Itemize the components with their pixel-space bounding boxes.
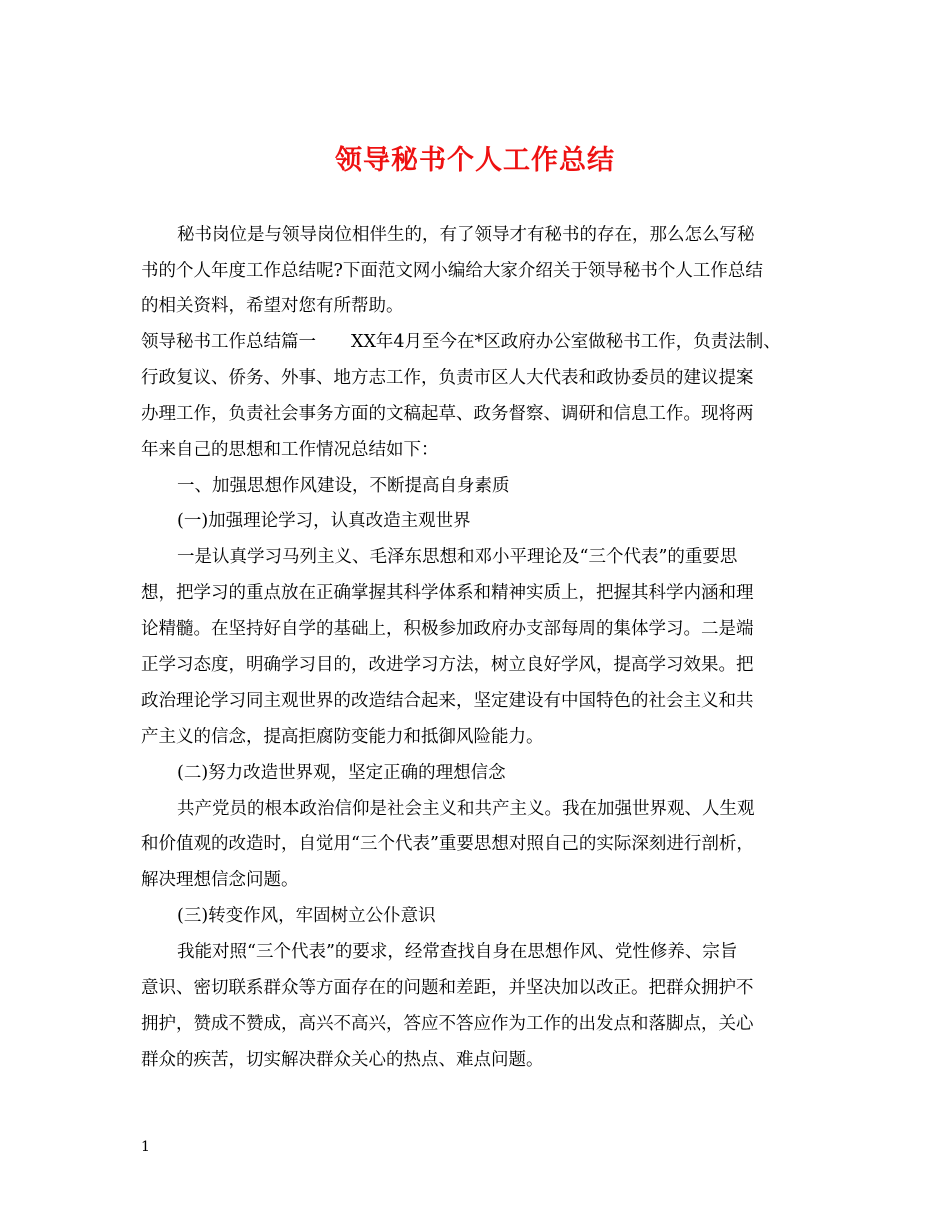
paragraph-line: 论精髓。在坚持好自学的基础上，积极参加政府办支部每周的集体学习。二是端: [141, 619, 754, 639]
paragraph-line: 拥护，赞成不赞成，高兴不高兴，答应不答应作为工作的出发点和落脚点，关心: [141, 1014, 754, 1034]
paragraph-line: 行政复议、侨务、外事、地方志工作，负责市区人大代表和政协委员的建议提案: [141, 368, 754, 388]
subsection-heading: (二)努力改造世界观，坚定正确的理想信念: [177, 763, 506, 783]
paragraph-line: 解决理想信念问题。: [141, 870, 299, 890]
paragraph-line: 秘书岗位是与领导岗位相伴生的，有了领导才有秘书的存在，那么怎么写秘: [177, 225, 755, 245]
paragraph-line: 一是认真学习马列主义、毛泽东思想和邓小平理论及“三个代表”的重要思: [177, 547, 738, 567]
paragraph-line: 意识、密切联系群众等方面存在的问题和差距，并坚决加以改正。把群众拥护不: [141, 978, 754, 998]
section-heading: 一、加强思想作风建设，不断提高自身素质: [177, 476, 510, 496]
paragraph-line: 书的个人年度工作总结呢?下面范文网小编给大家介绍关于领导秘书个人工作总结: [141, 261, 763, 281]
paragraph-line: 和价值观的改造时，自觉用“三个代表”重要思想对照自己的实际深刻进行剖析，: [141, 834, 754, 854]
paragraph-line: 想，把学习的重点放在正确掌握其科学体系和精神实质上，把握其科学内涵和理: [141, 583, 754, 603]
paragraph-line: 产主义的信念，提高拒腐防变能力和抵御风险能力。: [141, 727, 544, 747]
paragraph-line: 办理工作，负责社会事务方面的文稿起草、政务督察、调研和信息工作。现将两: [141, 404, 754, 424]
subsection-heading: (三)转变作风，牢固树立公仆意识: [177, 906, 436, 926]
paragraph-line: 群众的疾苦，切实解决群众关心的热点、难点问题。: [141, 1050, 544, 1070]
paragraph-line: 正学习态度，明确学习目的，改进学习方法，树立良好学风，提高学习效果。把: [141, 655, 754, 675]
document-title: 领导秘书个人工作总结: [335, 145, 615, 176]
paragraph-line: 领导秘书工作总结篇一 XX年4月至今在*区政府办公室做秘书工作，负责法制、: [141, 332, 781, 352]
paragraph-line: 政治理论学习同主观世界的改造结合起来，坚定建设有中国特色的社会主义和共: [141, 691, 754, 711]
paragraph-line: 年来自己的思想和工作情况总结如下：: [141, 440, 439, 460]
paragraph-line: 我能对照“三个代表”的要求，经常查找自身在思想作风、党性修养、宗旨: [177, 942, 738, 962]
subsection-heading: (一)加强理论学习，认真改造主观世界: [177, 511, 471, 531]
paragraph-line: 共产党员的根本政治信仰是社会主义和共产主义。我在加强世界观、人生观: [177, 799, 755, 819]
paragraph-line: 的相关资料，希望对您有所帮助。: [141, 296, 404, 316]
page-number: 1: [141, 1139, 150, 1155]
